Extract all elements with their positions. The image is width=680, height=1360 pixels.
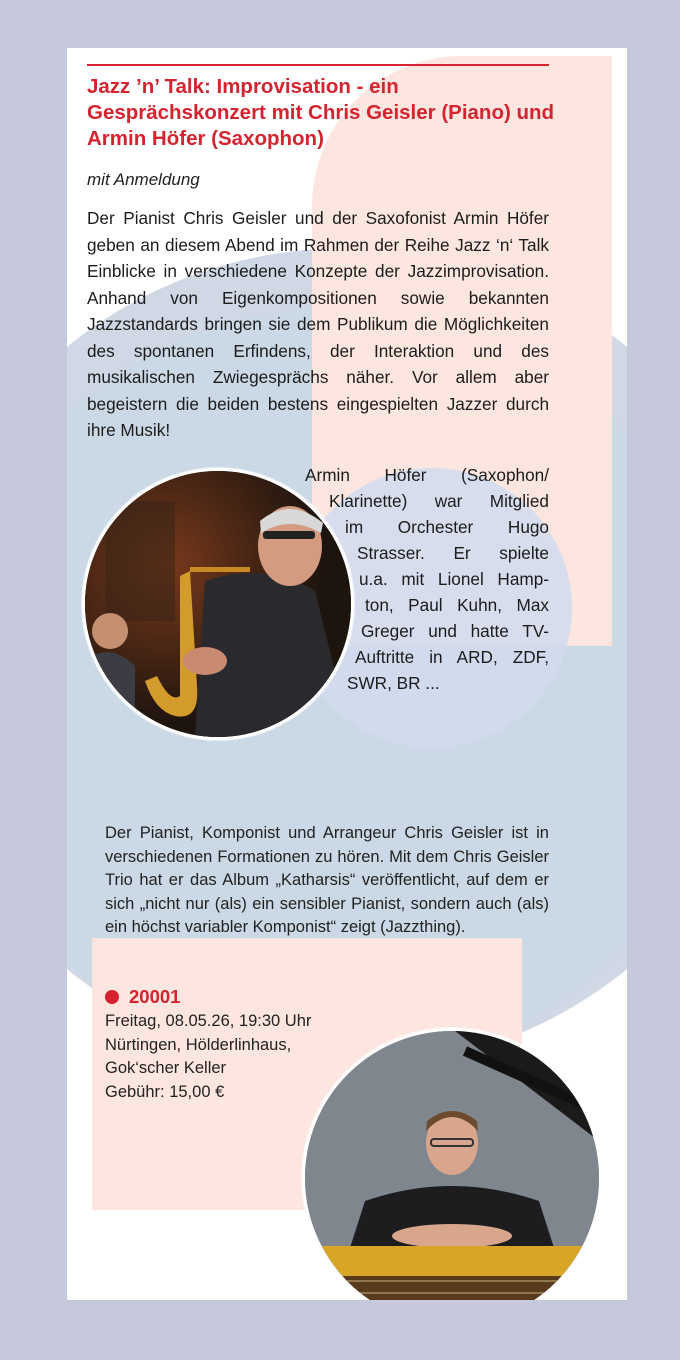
course-date: Freitag, 08.05.26, 19:30 Uhr	[105, 1012, 312, 1030]
armin-bio-line: Greger und hatte TV-	[361, 621, 549, 641]
armin-bio-line: Klarinette) war Mitglied	[329, 491, 549, 511]
armin-bio-line: Armin Höfer (Saxophon/	[305, 465, 549, 485]
course-number: 20001	[129, 986, 181, 1007]
armin-bio	[287, 462, 549, 696]
armin-bio-line: ton, Paul Kuhn, Max	[365, 595, 549, 615]
course-location: Nürtingen, Hölderlinhaus,	[105, 1035, 292, 1054]
armin-bio-line: Strasser. Er spielte	[357, 543, 549, 563]
course-venue: Gok‘scher Keller	[105, 1059, 227, 1077]
event-description: Der Pianist Chris Geisler und der Saxofonist Armin Höfer geben an diesem Abend im Rahmen der Reihe Jazz ‘n‘ Talk Einblicke in verschiedene Konzepte der Jazzimprovisation. Anhand von Eigenkompositionen sowie bekannten Jazzstandards bringen sie dem Publikum die Möglichkeiten des spontanen Erfindens, der Interaktion und des musikalischen Zwiegesprächs näher. Vor allem aber begeistern die beiden bestens eingespielten Jazzer durch ihre Musik!	[87, 208, 549, 440]
bullet-dot-icon	[105, 990, 119, 1004]
course-fee: Gebühr: 15,00 €	[105, 1082, 225, 1101]
title-rule	[87, 64, 549, 66]
event-title: Jazz ’n’ Talk: Improvisation - ein Gesprächskonzert mit Chris Geisler (Piano) und Armin Höfer (Saxophon)	[87, 75, 555, 150]
course-number-row	[105, 984, 365, 1010]
armin-bio-line: SWR, BR ...	[347, 673, 440, 693]
flyer-page	[67, 48, 627, 1300]
armin-bio-line: im Orchester Hugo	[345, 517, 549, 537]
course-info	[105, 984, 365, 1104]
registration-note: mit Anmeldung	[87, 170, 200, 189]
chris-bio: Der Pianist, Komponist und Arrangeur Chris Geisler ist in verschiedenen Formationen zu hören. Mit dem Chris Geisler Trio hat er das Album „Katharsis“ veröffentlicht, auf dem er sich „nicht nur (als) ein sensibler Pianist, sondern auch (als) ein höchst variabler Komponist“ zeigt (Jazzthing).	[105, 824, 549, 936]
armin-bio-line: u.a. mit Lionel Hamp-	[359, 569, 549, 589]
armin-bio-line: Auftritte in ARD, ZDF,	[355, 647, 549, 667]
